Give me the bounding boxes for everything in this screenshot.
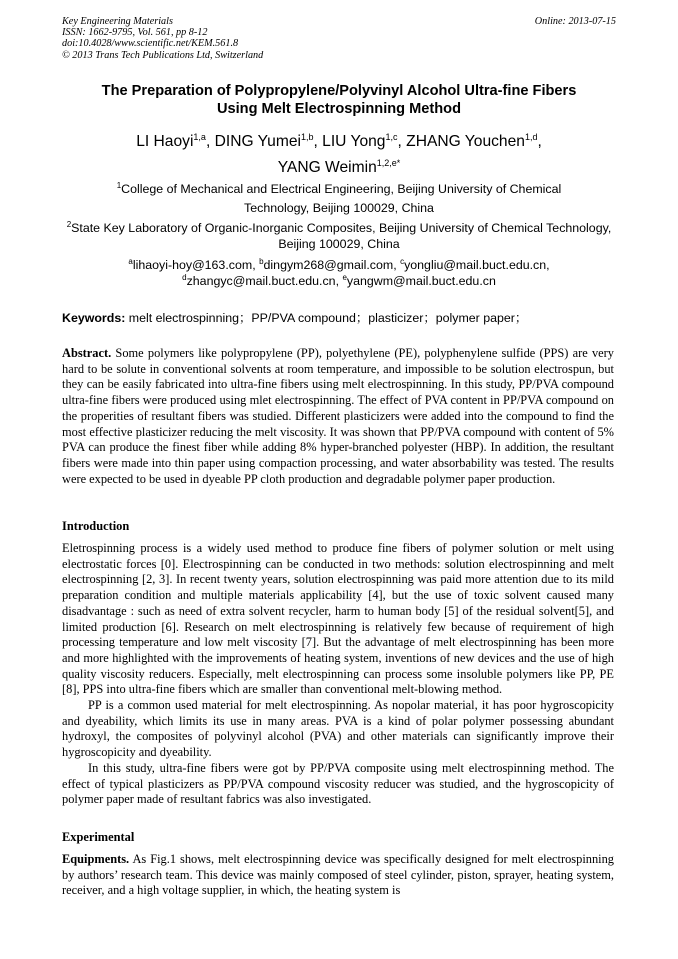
email-separator: ,: [546, 258, 550, 272]
journal-issn: ISSN: 1662-9795, Vol. 561, pp 8-12: [62, 27, 208, 39]
author-list: [40, 129, 638, 181]
author-separator: ,: [397, 133, 407, 150]
email-mark: e: [342, 272, 347, 282]
author-name: YANG Weimin: [277, 159, 377, 176]
author-affiliation-mark: 1,2,e*: [376, 158, 401, 168]
equipments-text: As Fig.1 shows, melt electrospinning device was specifically designed for melt electrospinning by authors’ research team. This device was mainly composed of steel cylinder, piston, sprayer, heating system, receiver, and a high voltage supplier, in which, the heating system is: [62, 852, 614, 898]
journal-info: [62, 16, 263, 61]
equipments-label: Equipments.: [62, 852, 130, 866]
affiliation-2: [50, 221, 628, 252]
author-affiliation-mark: 1,c: [385, 132, 398, 142]
email-address: zhangyc@mail.buct.edu.cn: [186, 273, 336, 288]
author-name: LIU Yong: [322, 133, 386, 150]
author-affiliation-mark: 1,b: [300, 132, 314, 142]
paragraph: In this study, ultra-fine fibers were got by PP/PVA composite using melt electrospinning method. The effect of typical plasticizers as PP/PVA compound viscosity reducer was studied, and the hygroscopicity of polymer paper made of resultant fabrics was also investigated.: [62, 760, 614, 807]
affiliation-text: Beijing 100029, China: [278, 236, 400, 251]
title-line-2: Using Melt Electrospinning Method: [216, 101, 462, 117]
email-address: lihaoyi-hoy@163.com: [132, 258, 253, 272]
abstract-label: Abstract.: [62, 346, 112, 360]
author-emails: [40, 258, 638, 289]
paper-title: [40, 82, 638, 118]
author-line-2: [40, 155, 638, 181]
email-separator: ,: [252, 258, 260, 272]
author-separator: ,: [205, 133, 215, 150]
author-line-1: [40, 129, 638, 155]
email-address: yangwm@mail.buct.edu.cn: [346, 273, 496, 288]
email-address: dingym268@gmail.com: [263, 258, 394, 272]
journal-header: [62, 16, 616, 61]
affiliation-text: College of Mechanical and Electrical Engineering, Beijing University of Chemical: [121, 182, 562, 196]
author-name: DING Yumei: [214, 133, 301, 150]
paragraph: Eletrospinning process is a widely used method to produce fine fibers of polymer solution or melt using electrostatic forces [0]. Electrospinning can be conducted in two methods: solution electrospinning and melt electrospinning [2, 3]. In recent twenty years, solution electrospinning was paid more attention due to its mild preparation condition and multiple materials applicability [4], but the use of toxic solvent caused many disadvantage : such as need of extra solvent recycler, harm to human body [5] of the residual solvent[5], and limited production [6]. Research on melt electrospinning is relatively few because of requirement of high processing temperature and low melt viscosity [7]. But the advantage of melt electrospinning has been more and more highlighted with the improvements of heating system, inventions of new devices and the use of high quality viscosity reducers. Especially, melt electrospinning can process some insoluble polymers like PP, PE [8], PPS into ultra-fine fibers which are smaller than conventional melt-blowing method.: [62, 541, 614, 697]
section-heading-introduction: Introduction: [62, 519, 130, 533]
abstract-text: Some polymers like polypropylene (PP), polyethylene (PE), polyphenylene sulfide (PPS) are very hard to be solute in conventional solvents at room temperature, and impossible to be solution electrospun, but they can be easily fabricated into ultra-fine fibers using melt electrospinning. In this study, PP/PVA compound ultra-fine fibers were produced using mlet electrospinning. The effect of PVA content in PP/PVA compound on the properities of resultant fibers was studied. Different plasticizers were added into the compound to find the most effective plasticizer reducing the melt viscosity. It was shown that PP/PVA compound with content of 5% PVA can produce the finest fiber while adding 8% hyper-branched polyester (HBP). In addition, the resultant fibers were made into thin paper using compaction processing, and water absorbability was tested. The results were expected to be used in dyeable PP cloth production and degradable polymer paper production.: [62, 346, 614, 486]
author-name: ZHANG Youchen: [406, 133, 525, 150]
author-affiliation-mark: 1,a: [193, 132, 206, 142]
affiliation-mark: 2: [66, 220, 72, 229]
email-mark: b: [259, 257, 264, 266]
email-separator: ,: [393, 258, 401, 272]
author-affiliation-mark: 1,d: [524, 132, 538, 142]
equipments-paragraph: [62, 852, 614, 899]
keywords-label: Keywords:: [62, 311, 126, 325]
section-heading-experimental: Experimental: [62, 830, 135, 844]
journal-doi: doi:10.4028/www.scientific.net/KEM.561.8: [62, 38, 239, 50]
email-separator: ,: [335, 273, 343, 288]
online-date: Online: 2013-07-15: [534, 16, 616, 27]
journal-copyright: © 2013 Trans Tech Publications Ltd, Switzerland: [62, 49, 264, 61]
email-address: yongliu@mail.buct.edu.cn: [404, 258, 547, 272]
affiliation-mark: 1: [116, 181, 122, 190]
email-mark: d: [182, 272, 187, 282]
paragraph: PP is a common used material for melt electrospinning. As nopolar material, it has poor hygroscopicity and dyeability, which limits its use in many areas. PVA is a kind of polar polymer possessing abundant hydroxyl, the composites of polyvinyl alcohol (PVA) and other materials can significantly improve their hygroscopicity and dyeability.: [62, 698, 614, 760]
abstract: [62, 346, 614, 487]
introduction-body: [62, 541, 614, 808]
author-separator: ,: [313, 133, 323, 150]
keywords: [62, 311, 616, 326]
title-line-1: The Preparation of Polypropylene/Polyvinyl Alcohol Ultra-fine Fibers: [101, 83, 577, 99]
email-mark: c: [400, 257, 405, 266]
keywords-text: melt electrospinning；PP/PVA compound；plasticizer；polymer paper；: [125, 311, 528, 325]
author-separator: ,: [537, 133, 542, 150]
affiliation-text: State Key Laboratory of Organic-Inorganic Composites, Beijing University of Chemical Technology,: [71, 221, 612, 235]
affiliation-text: Technology, Beijing 100029, China: [244, 201, 434, 215]
author-name: LI Haoyi: [136, 133, 194, 150]
affiliation-1: [50, 180, 628, 218]
email-mark: a: [128, 257, 133, 266]
journal-name: Key Engineering Materials: [62, 16, 173, 27]
